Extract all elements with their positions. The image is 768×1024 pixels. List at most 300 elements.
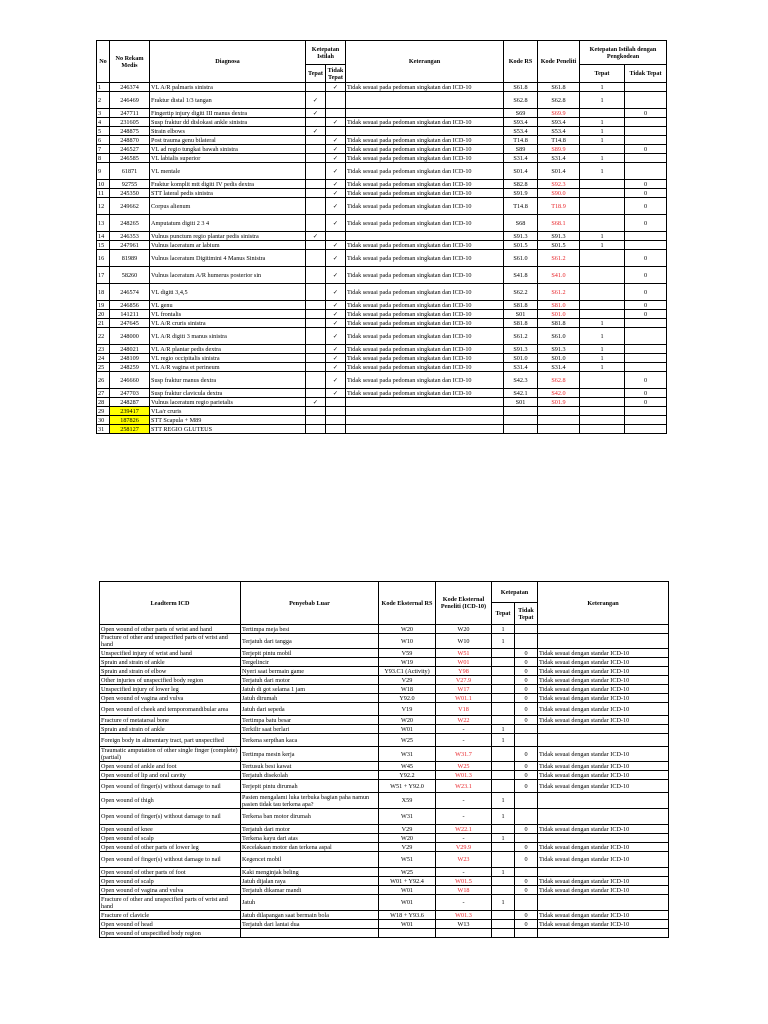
keterangan-text: Tidak sesuai pada pedoman singkatan dan ICD-10 (346, 267, 504, 284)
leadterm-text: Fracture of clavicle (100, 911, 241, 920)
table-row (97, 198, 667, 215)
kode-peneliti: S61.2 (538, 250, 580, 267)
leadterm-text: Fracture of other and unspecified parts of wrist and hand (100, 895, 241, 911)
ketepatan-kode-tidak-tepat: 0 (625, 372, 667, 389)
check-tepat (306, 416, 326, 425)
kode-eksternal-peneliti: V27.9 (436, 676, 492, 685)
kode-eksternal-rs: W19 (379, 658, 436, 667)
kode-eksternal-peneliti: W13 (436, 920, 492, 929)
ketepatan-tepat: 1 (492, 793, 515, 809)
table-row (100, 929, 669, 938)
ketepatan-kode-tidak-tepat: 0 (625, 301, 667, 310)
diagnosa-text: Susp fraktur manus dextra (150, 372, 306, 389)
kode-rs: S01.5 (504, 241, 538, 250)
row-number: 4 (97, 118, 110, 127)
ketepatan-kode-tepat (580, 310, 625, 319)
ketepatan-tidak-tepat (515, 625, 538, 634)
kode-eksternal-rs: X59 (379, 793, 436, 809)
rekam-medis-number: 246660 (110, 372, 150, 389)
check-tepat (306, 310, 326, 319)
keterangan-text: Tidak sesuai dengan standar ICD-10 (538, 676, 669, 685)
table-row (97, 345, 667, 354)
col-header-ketepatan-istilah: Ketepatan Istilah (306, 41, 346, 65)
table-row (97, 127, 667, 136)
keterangan-text: Tidak sesuai pada pedoman singkatan dan ICD-10 (346, 284, 504, 301)
table-row (100, 762, 669, 771)
keterangan-text: Tidak sesuai pada pedoman singkatan dan ICD-10 (346, 145, 504, 154)
kode-rs: S61.0 (504, 250, 538, 267)
leadterm-text: Fracture of other and unspecified parts of wrist and hand (100, 634, 241, 649)
penyebab-luar-text: Nyeri saat bermain game (241, 667, 379, 676)
ketepatan-tepat (492, 762, 515, 771)
kode-rs: S53.4 (504, 127, 538, 136)
kode-peneliti: S90.0 (538, 189, 580, 198)
row-number: 20 (97, 310, 110, 319)
check-tidak-tepat: ✓ (326, 345, 346, 354)
table-row (100, 780, 669, 793)
diagnosa-text: Fingertip injury digiti III manus dextra (150, 109, 306, 118)
table-row (97, 372, 667, 389)
kode-eksternal-peneliti: W01.1 (436, 694, 492, 703)
ketepatan-kode-tidak-tepat (625, 92, 667, 109)
kode-peneliti: S62.8 (538, 92, 580, 109)
rekam-medis-number: 141211 (110, 310, 150, 319)
keterangan-text: Tidak sesuai pada pedoman singkatan dan ICD-10 (346, 198, 504, 215)
row-number: 6 (97, 136, 110, 145)
diagnosa-text: Susp fraktur clavicula dextra (150, 389, 306, 398)
col-header-kode-eksternal-peneliti: Kode Eksternal Peneliti (ICD-10) (436, 582, 492, 625)
keterangan-text (346, 232, 504, 241)
table-row (100, 868, 669, 877)
ketepatan-kode-tepat: 1 (580, 241, 625, 250)
diagnosa-text: Vulnus laceratum A/R humerus posterior sin (150, 267, 306, 284)
ketepatan-tidak-tepat: 0 (515, 780, 538, 793)
rekam-medis-number: 247703 (110, 389, 150, 398)
col-header-tepat-2: Tepat (492, 603, 515, 625)
row-number: 17 (97, 267, 110, 284)
check-tidak-tepat: ✓ (326, 180, 346, 189)
keterangan-text: Tidak sesuai pada pedoman singkatan dan ICD-10 (346, 354, 504, 363)
leadterm-text: Open wound of knee (100, 825, 241, 834)
check-tepat: ✓ (306, 398, 326, 407)
check-tidak-tepat: ✓ (326, 267, 346, 284)
kode-rs: S93.4 (504, 118, 538, 127)
diagnosa-text: Fraktur komplit mtt digiti IV pedis dextra (150, 180, 306, 189)
ketepatan-kode-tepat: 1 (580, 83, 625, 92)
table-row (100, 809, 669, 825)
ketepatan-kode-tepat (580, 215, 625, 232)
leadterm-text: Other injuries of unspecified body region (100, 676, 241, 685)
table-row (100, 877, 669, 886)
ketepatan-tidak-tepat: 0 (515, 771, 538, 780)
penyebab-luar-text: Terjatuh dari motor (241, 825, 379, 834)
rekam-medis-number: 81989 (110, 250, 150, 267)
ketepatan-tepat: 1 (492, 625, 515, 634)
diagnosa-text: VL mentale (150, 163, 306, 180)
keterangan-text: Tidak sesuai pada pedoman singkatan dan ICD-10 (346, 363, 504, 372)
kode-peneliti: S91.3 (538, 232, 580, 241)
ketepatan-tepat (492, 716, 515, 725)
check-tidak-tepat (326, 232, 346, 241)
check-tidak-tepat: ✓ (326, 154, 346, 163)
kode-peneliti (538, 425, 580, 434)
keterangan-text (346, 109, 504, 118)
ketepatan-kode-tepat: 1 (580, 363, 625, 372)
ketepatan-kode-tidak-tepat (625, 127, 667, 136)
keterangan-text: Tidak sesuai pada pedoman singkatan dan ICD-10 (346, 241, 504, 250)
table-row (100, 658, 669, 667)
table-row (97, 241, 667, 250)
leadterm-text: Open wound of lip and oral cavity (100, 771, 241, 780)
ketepatan-kode-tepat: 1 (580, 118, 625, 127)
ketepatan-tepat: 1 (492, 834, 515, 843)
keterangan-text (538, 734, 669, 747)
ketepatan-tepat: 1 (492, 809, 515, 825)
keterangan-text: Tidak sesuai dengan standar ICD-10 (538, 843, 669, 852)
keterangan-text: Tidak sesuai dengan standar ICD-10 (538, 716, 669, 725)
ketepatan-tidak-tepat: 0 (515, 716, 538, 725)
ketepatan-kode-tidak-tepat (625, 163, 667, 180)
kode-peneliti: S68.1 (538, 215, 580, 232)
diagnosa-text: VL regio occipitalis sinistra (150, 354, 306, 363)
kode-rs: S81.8 (504, 301, 538, 310)
table-row (100, 843, 669, 852)
ketepatan-kode-tepat (580, 145, 625, 154)
ketepatan-tidak-tepat (515, 634, 538, 649)
ketepatan-kode-tepat (580, 407, 625, 416)
ketepatan-kode-tepat: 1 (580, 92, 625, 109)
table-row (97, 363, 667, 372)
ketepatan-tepat: 1 (492, 734, 515, 747)
rekam-medis-number: 248109 (110, 354, 150, 363)
ketepatan-tidak-tepat (515, 809, 538, 825)
kode-eksternal-peneliti: W22.1 (436, 825, 492, 834)
table-row (97, 284, 667, 301)
check-tepat (306, 407, 326, 416)
keterangan-text: Tidak sesuai dengan standar ICD-10 (538, 825, 669, 834)
table-row (97, 319, 667, 328)
keterangan-text: Tidak sesuai pada pedoman singkatan dan ICD-10 (346, 118, 504, 127)
diagnosa-text: VL frontalis (150, 310, 306, 319)
rekam-medis-number: 246574 (110, 284, 150, 301)
row-number: 15 (97, 241, 110, 250)
kode-eksternal-rs: W20 (379, 834, 436, 843)
ketepatan-kode-tidak-tepat (625, 154, 667, 163)
check-tidak-tepat: ✓ (326, 83, 346, 92)
rekam-medis-number: 245350 (110, 189, 150, 198)
kode-peneliti: T14.8 (538, 136, 580, 145)
ketepatan-tidak-tepat: 0 (515, 843, 538, 852)
table-row (97, 163, 667, 180)
check-tepat (306, 118, 326, 127)
col-header-penyebab-luar: Penyebab Luar (241, 582, 379, 625)
kode-eksternal-rs: V19 (379, 703, 436, 716)
kode-eksternal-peneliti: W31.7 (436, 747, 492, 762)
ketepatan-tidak-tepat (515, 725, 538, 734)
ketepatan-kode-tidak-tepat: 0 (625, 215, 667, 232)
table-row (100, 734, 669, 747)
check-tepat (306, 198, 326, 215)
kode-rs: S42.1 (504, 389, 538, 398)
penyebab-luar-text: Tergelincir (241, 658, 379, 667)
check-tepat (306, 363, 326, 372)
kode-eksternal-rs: W20 (379, 625, 436, 634)
kode-eksternal-peneliti: W01.3 (436, 911, 492, 920)
kode-eksternal-rs: W18 (379, 685, 436, 694)
keterangan-text (538, 834, 669, 843)
row-number: 14 (97, 232, 110, 241)
ketepatan-kode-tidak-tepat (625, 345, 667, 354)
diagnosa-text: VL A/R vagina et perineum (150, 363, 306, 372)
ketepatan-kode-tepat (580, 198, 625, 215)
table-row (97, 232, 667, 241)
penyebab-luar-text: Jatuh dilapangan saat bermain bola (241, 911, 379, 920)
kode-eksternal-peneliti: W22 (436, 716, 492, 725)
keterangan-text: Tidak sesuai pada pedoman singkatan dan ICD-10 (346, 319, 504, 328)
kode-eksternal-rs (379, 929, 436, 938)
check-tepat (306, 180, 326, 189)
rekam-medis-number: 248870 (110, 136, 150, 145)
diagnosa-text: VL A/R digiti 3 manus sinistra (150, 328, 306, 345)
ketepatan-kode-tepat (580, 284, 625, 301)
check-tidak-tepat: ✓ (326, 163, 346, 180)
row-number: 3 (97, 109, 110, 118)
kode-peneliti: S61.8 (538, 83, 580, 92)
ketepatan-kode-tidak-tepat (625, 241, 667, 250)
check-tepat (306, 136, 326, 145)
keterangan-text: Tidak sesuai pada pedoman singkatan dan ICD-10 (346, 215, 504, 232)
check-tidak-tepat (326, 92, 346, 109)
keterangan-text: Tidak sesuai dengan standar ICD-10 (538, 649, 669, 658)
ketepatan-kode-tidak-tepat: 0 (625, 198, 667, 215)
row-number: 2 (97, 92, 110, 109)
keterangan-text: Tidak sesuai pada pedoman singkatan dan ICD-10 (346, 310, 504, 319)
rekam-medis-number: 246353 (110, 232, 150, 241)
keterangan-text: Tidak sesuai pada pedoman singkatan dan ICD-10 (346, 328, 504, 345)
table-row (97, 310, 667, 319)
diagnosis-rows (97, 83, 667, 434)
ketepatan-kode-tepat (580, 109, 625, 118)
diagnosa-text: VL digiti 3,4,5 (150, 284, 306, 301)
table-row (97, 145, 667, 154)
table-row (100, 886, 669, 895)
ketepatan-tidak-tepat: 0 (515, 703, 538, 716)
penyebab-luar-text: Jatuh dari sepeda (241, 703, 379, 716)
table-row (97, 118, 667, 127)
kode-eksternal-rs: W20 (379, 716, 436, 725)
ketepatan-kode-tepat: 1 (580, 136, 625, 145)
col-header-leadterm: Leadterm ICD (100, 582, 241, 625)
keterangan-text (538, 625, 669, 634)
keterangan-text: Tidak sesuai dengan standar ICD-10 (538, 771, 669, 780)
check-tepat (306, 328, 326, 345)
rekam-medis-number: 247645 (110, 319, 150, 328)
kode-eksternal-peneliti: W23 (436, 852, 492, 868)
col-header-no: No (97, 41, 110, 83)
check-tepat (306, 267, 326, 284)
ketepatan-kode-tepat (580, 180, 625, 189)
kode-eksternal-rs: Y92.2 (379, 771, 436, 780)
kode-eksternal-rs: W18 + Y93.6 (379, 911, 436, 920)
row-number: 24 (97, 354, 110, 363)
keterangan-text (538, 868, 669, 877)
kode-rs: S01 (504, 310, 538, 319)
keterangan-text: Tidak sesuai dengan standar ICD-10 (538, 703, 669, 716)
check-tepat (306, 354, 326, 363)
check-tepat (306, 189, 326, 198)
ketepatan-tepat (492, 676, 515, 685)
ketepatan-tepat (492, 929, 515, 938)
check-tidak-tepat: ✓ (326, 372, 346, 389)
ketepatan-kode-tepat: 1 (580, 154, 625, 163)
check-tidak-tepat: ✓ (326, 284, 346, 301)
ketepatan-tepat: 1 (492, 634, 515, 649)
kode-rs: S41.8 (504, 267, 538, 284)
kode-peneliti: S31.4 (538, 363, 580, 372)
kode-rs: S91.3 (504, 232, 538, 241)
keterangan-text: Tidak sesuai pada pedoman singkatan dan ICD-10 (346, 345, 504, 354)
row-number: 30 (97, 416, 110, 425)
penyebab-luar-text: Terkena kayu dari atas (241, 834, 379, 843)
row-number: 13 (97, 215, 110, 232)
kode-rs: S61.2 (504, 328, 538, 345)
check-tidak-tepat: ✓ (326, 301, 346, 310)
kode-eksternal-peneliti: Y98 (436, 667, 492, 676)
row-number: 7 (97, 145, 110, 154)
ketepatan-kode-tepat (580, 425, 625, 434)
penyebab-luar-text: Jatuh dirumah (241, 694, 379, 703)
row-number: 9 (97, 163, 110, 180)
penyebab-luar-text: Terjatuh dari lantai dua (241, 920, 379, 929)
col-header-tidak-tepat: Tidak Tepat (326, 65, 346, 83)
leadterm-text: Open wound of unspecified body region (100, 929, 241, 938)
check-tepat: ✓ (306, 232, 326, 241)
check-tepat (306, 241, 326, 250)
ketepatan-tepat (492, 911, 515, 920)
check-tepat (306, 319, 326, 328)
keterangan-text: Tidak sesuai pada pedoman singkatan dan ICD-10 (346, 136, 504, 145)
ketepatan-tepat (492, 780, 515, 793)
keterangan-text (538, 725, 669, 734)
kode-eksternal-peneliti: - (436, 809, 492, 825)
table-row (97, 425, 667, 434)
diagnosa-text: Corpus alienum (150, 198, 306, 215)
penyebab-luar-text: Jatuh dijalan raya (241, 877, 379, 886)
kode-peneliti: S62.8 (538, 372, 580, 389)
ketepatan-kode-tepat: 1 (580, 354, 625, 363)
leadterm-text: Open wound of other parts of lower leg (100, 843, 241, 852)
rekam-medis-number: 58260 (110, 267, 150, 284)
row-number: 1 (97, 83, 110, 92)
leadterm-text: Open wound of other parts of foot (100, 868, 241, 877)
table-row (100, 625, 669, 634)
ketepatan-tidak-tepat (515, 793, 538, 809)
keterangan-text: Tidak sesuai pada pedoman singkatan dan ICD-10 (346, 301, 504, 310)
ketepatan-kode-tidak-tepat (625, 319, 667, 328)
table-row (97, 328, 667, 345)
row-number: 16 (97, 250, 110, 267)
keterangan-text: Tidak sesuai dengan standar ICD-10 (538, 877, 669, 886)
kode-eksternal-rs: W31 (379, 809, 436, 825)
ketepatan-tidak-tepat: 0 (515, 762, 538, 771)
check-tidak-tepat: ✓ (326, 250, 346, 267)
table-row (100, 895, 669, 911)
kode-eksternal-peneliti: W25 (436, 762, 492, 771)
check-tidak-tepat: ✓ (326, 363, 346, 372)
ketepatan-tepat (492, 771, 515, 780)
kode-eksternal-rs: W01 (379, 725, 436, 734)
row-number: 26 (97, 372, 110, 389)
rekam-medis-number: 231605 (110, 118, 150, 127)
diagnosa-text: Vulnus laceratum regio parietalis (150, 398, 306, 407)
table-row (97, 389, 667, 398)
ketepatan-tidak-tepat: 0 (515, 658, 538, 667)
kode-eksternal-rs: V59 (379, 649, 436, 658)
leadterm-text: Sprain and strain of elbow (100, 667, 241, 676)
kode-rs: T14.8 (504, 198, 538, 215)
leadterm-text: Open wound of thigh (100, 793, 241, 809)
col-header-rekam-medis: No Rekam Medis (110, 41, 150, 83)
external-cause-rows (100, 625, 669, 938)
table-row (97, 354, 667, 363)
keterangan-text: Tidak sesuai dengan standar ICD-10 (538, 911, 669, 920)
ketepatan-tidak-tepat (515, 834, 538, 843)
kode-rs: S01.0 (504, 354, 538, 363)
kode-peneliti: S42.0 (538, 389, 580, 398)
table-row (97, 180, 667, 189)
ketepatan-tidak-tepat: 0 (515, 852, 538, 868)
check-tidak-tepat: ✓ (326, 319, 346, 328)
check-tepat (306, 372, 326, 389)
ketepatan-tepat: 1 (492, 868, 515, 877)
ketepatan-tidak-tepat: 0 (515, 649, 538, 658)
keterangan-text: Tidak sesuai dengan standar ICD-10 (538, 694, 669, 703)
ketepatan-tidak-tepat: 0 (515, 920, 538, 929)
kode-rs (504, 416, 538, 425)
kode-eksternal-rs: W51 (379, 852, 436, 868)
rekam-medis-number: 248287 (110, 398, 150, 407)
keterangan-text: Tidak sesuai dengan standar ICD-10 (538, 886, 669, 895)
kode-eksternal-rs: V29 (379, 676, 436, 685)
ketepatan-kode-tidak-tepat (625, 416, 667, 425)
kode-eksternal-rs: W51 + Y92.0 (379, 780, 436, 793)
kode-eksternal-rs: W01 (379, 895, 436, 911)
table-row (100, 911, 669, 920)
ketepatan-tepat (492, 825, 515, 834)
ketepatan-tidak-tepat: 0 (515, 667, 538, 676)
col-header-tepat-kode: Tepat (580, 65, 625, 83)
ketepatan-tepat (492, 886, 515, 895)
kode-peneliti (538, 416, 580, 425)
ketepatan-tepat (492, 747, 515, 762)
keterangan-text (346, 416, 504, 425)
rekam-medis-number: 61871 (110, 163, 150, 180)
check-tepat: ✓ (306, 127, 326, 136)
keterangan-text: Tidak sesuai dengan standar ICD-10 (538, 762, 669, 771)
leadterm-text: Sprain and strain of ankle (100, 725, 241, 734)
leadterm-text: Open wound of vagina and vulva (100, 886, 241, 895)
table-row (100, 771, 669, 780)
table-row (100, 920, 669, 929)
ketepatan-kode-tidak-tepat: 0 (625, 145, 667, 154)
diagnosa-text: Vulnus punctum regio plantar pedis sinistra (150, 232, 306, 241)
leadterm-text: Open wound of head (100, 920, 241, 929)
keterangan-text: Tidak sesuai pada pedoman singkatan dan ICD-10 (346, 180, 504, 189)
row-number: 11 (97, 189, 110, 198)
check-tidak-tepat (326, 127, 346, 136)
ketepatan-kode-tidak-tepat: 0 (625, 310, 667, 319)
ketepatan-kode-tidak-tepat: 0 (625, 398, 667, 407)
